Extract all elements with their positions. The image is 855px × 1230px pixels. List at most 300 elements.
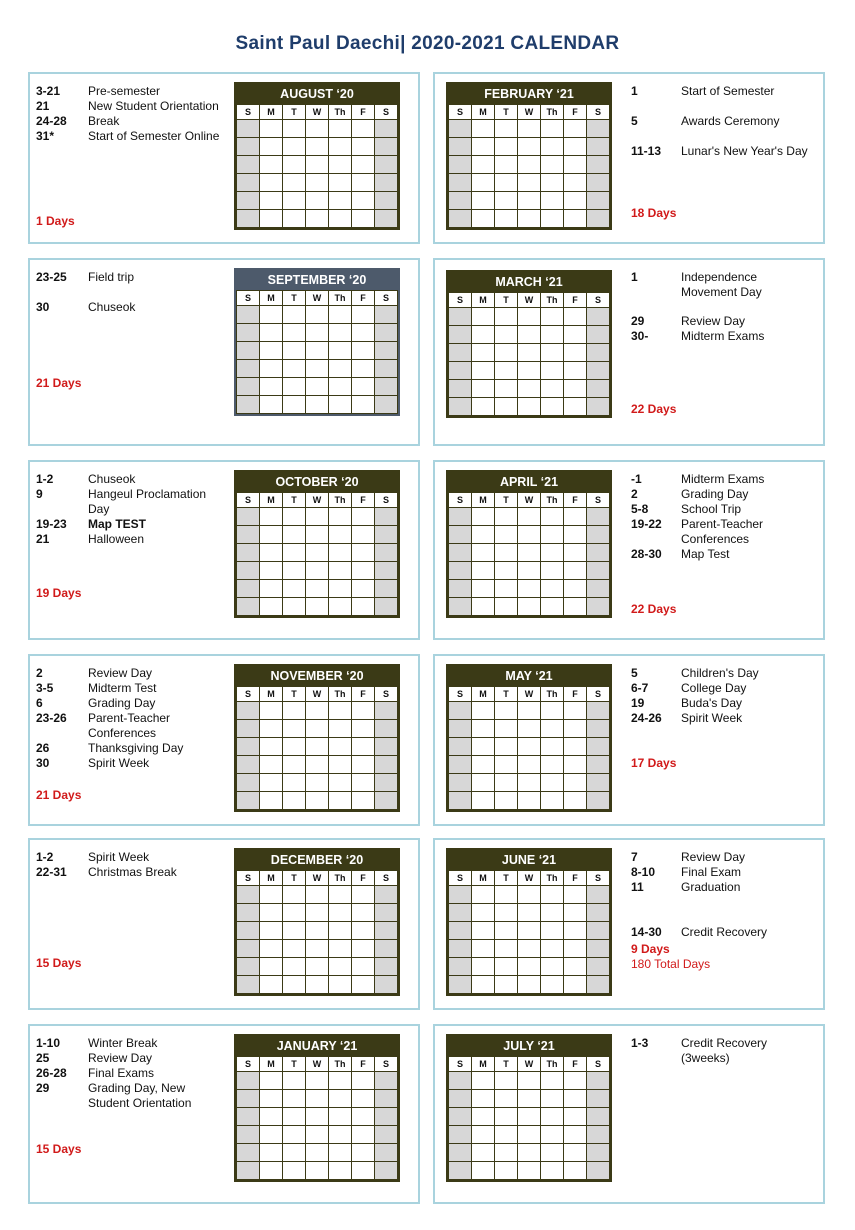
calendar-day — [237, 1126, 260, 1144]
event-item — [36, 1051, 226, 1066]
week-row — [237, 720, 398, 738]
event-title: Midterm Test — [88, 681, 157, 695]
event-title: Final Exams — [88, 1066, 155, 1080]
weekday-label: S — [449, 493, 472, 508]
calendar-day — [352, 1162, 375, 1180]
calendar-day — [352, 756, 375, 774]
calendar-day — [352, 306, 375, 324]
event-item — [36, 1081, 226, 1111]
month-name: MAY ‘21 — [448, 666, 610, 686]
calendar-day — [564, 904, 587, 922]
week-row — [449, 738, 610, 756]
week-row — [449, 120, 610, 138]
calendar-day — [329, 774, 352, 792]
calendar-day — [260, 120, 283, 138]
event-title: Winter Break — [88, 1036, 158, 1050]
calendar-day — [260, 904, 283, 922]
weekday-label: M — [260, 493, 283, 508]
weekday-header — [237, 687, 398, 702]
calendar-day — [306, 1090, 329, 1108]
calendar-day — [329, 922, 352, 940]
calendar-day — [375, 774, 398, 792]
week-row — [237, 702, 398, 720]
calendar-day — [283, 720, 306, 738]
week-row — [449, 976, 610, 994]
calendar-day — [352, 598, 375, 616]
calendar-day — [587, 598, 610, 616]
calendar-day — [329, 192, 352, 210]
calendar-day — [472, 508, 495, 526]
calendar-day — [237, 580, 260, 598]
week-row — [449, 156, 610, 174]
calendar-day — [587, 886, 610, 904]
calendar-day — [472, 940, 495, 958]
calendar-day — [587, 174, 610, 192]
week-row — [449, 598, 610, 616]
event-title: (3weeks) — [681, 1051, 730, 1065]
calendar-day — [260, 792, 283, 810]
calendar-day — [306, 702, 329, 720]
weekday-label: S — [449, 687, 472, 702]
event-list — [36, 1036, 226, 1111]
month-grid — [448, 686, 610, 810]
event-item — [631, 314, 811, 329]
calendar-day — [283, 580, 306, 598]
weekday-label: T — [283, 871, 306, 886]
week-row — [449, 380, 610, 398]
calendar-day — [495, 562, 518, 580]
calendar-day — [587, 702, 610, 720]
calendar-day — [375, 922, 398, 940]
calendar-day — [564, 702, 587, 720]
calendar-day — [352, 526, 375, 544]
calendar-day — [449, 562, 472, 580]
event-date: 5 — [631, 114, 638, 128]
calendar-day — [329, 886, 352, 904]
calendar-day — [472, 738, 495, 756]
calendar-day — [587, 1144, 610, 1162]
weekday-label: W — [306, 291, 329, 306]
calendar-day — [518, 362, 541, 380]
event-item — [36, 741, 226, 756]
event-date: 9 — [36, 487, 43, 501]
event-date: 23-25 — [36, 270, 67, 284]
week-row — [237, 792, 398, 810]
calendar-day — [449, 886, 472, 904]
weekday-label: F — [352, 105, 375, 120]
calendar-day — [449, 580, 472, 598]
calendar-day — [495, 138, 518, 156]
calendar-day — [352, 210, 375, 228]
weekday-header — [449, 687, 610, 702]
calendar-day — [260, 360, 283, 378]
calendar-day — [260, 378, 283, 396]
calendar-day — [375, 378, 398, 396]
month-calendar — [446, 848, 612, 996]
calendar-day — [495, 958, 518, 976]
month-name: FEBRUARY ‘21 — [448, 84, 610, 104]
calendar-day — [449, 904, 472, 922]
weekday-label: W — [518, 493, 541, 508]
calendar-day — [587, 344, 610, 362]
calendar-day — [472, 792, 495, 810]
calendar-day — [283, 738, 306, 756]
event-item — [631, 925, 811, 940]
weekday-label: Th — [329, 291, 352, 306]
calendar-day — [564, 362, 587, 380]
week-row — [449, 526, 610, 544]
week-row — [237, 324, 398, 342]
calendar-day — [306, 210, 329, 228]
calendar-day — [587, 526, 610, 544]
calendar-day — [237, 702, 260, 720]
calendar-day — [495, 1090, 518, 1108]
calendar-day — [449, 720, 472, 738]
calendar-day — [449, 922, 472, 940]
event-title: Field trip — [88, 270, 135, 284]
calendar-day — [564, 192, 587, 210]
calendar-day — [541, 580, 564, 598]
calendar-day — [237, 342, 260, 360]
calendar-day — [449, 210, 472, 228]
weekday-label: Th — [329, 493, 352, 508]
calendar-day — [518, 308, 541, 326]
weekday-label: S — [375, 493, 398, 508]
calendar-day — [375, 940, 398, 958]
event-list — [631, 84, 811, 159]
calendar-day — [375, 360, 398, 378]
event-title: Awards Ceremony — [681, 114, 780, 128]
calendar-day — [587, 210, 610, 228]
instructional-days: 17 Days — [631, 756, 677, 770]
calendar-day — [352, 360, 375, 378]
calendar-day — [518, 886, 541, 904]
instructional-days: 9 Days — [631, 942, 670, 956]
calendar-day — [495, 1144, 518, 1162]
calendar-day — [564, 1108, 587, 1126]
weekday-label: Th — [329, 687, 352, 702]
calendar-day — [329, 120, 352, 138]
week-row — [237, 1108, 398, 1126]
calendar-day — [472, 904, 495, 922]
event-date: 30- — [631, 329, 649, 343]
calendar-day — [541, 308, 564, 326]
calendar-day — [329, 1144, 352, 1162]
week-row — [449, 1108, 610, 1126]
calendar-day — [518, 210, 541, 228]
calendar-day — [306, 720, 329, 738]
event-item — [36, 711, 226, 741]
weekday-label: S — [587, 493, 610, 508]
calendar-day — [283, 342, 306, 360]
calendar-day — [564, 738, 587, 756]
month-calendar — [234, 1034, 400, 1182]
event-date: 14-30 — [631, 925, 662, 939]
weekday-label: Th — [541, 105, 564, 120]
calendar-day — [352, 1108, 375, 1126]
calendar-day — [518, 976, 541, 994]
event-list — [36, 666, 226, 771]
calendar-day — [541, 792, 564, 810]
calendar-day — [518, 1126, 541, 1144]
calendar-day — [518, 526, 541, 544]
calendar-day — [283, 120, 306, 138]
event-title: College Day — [681, 681, 747, 695]
calendar-day — [587, 958, 610, 976]
weekday-label: S — [237, 105, 260, 120]
calendar-day — [518, 958, 541, 976]
weekday-header — [237, 291, 398, 306]
event-title: Halloween — [88, 532, 145, 546]
event-date: 26 — [36, 741, 50, 755]
weekday-header — [449, 105, 610, 120]
calendar-day — [306, 192, 329, 210]
calendar-day — [587, 326, 610, 344]
event-item — [631, 270, 811, 300]
calendar-day — [587, 792, 610, 810]
calendar-day — [472, 380, 495, 398]
calendar-day — [375, 792, 398, 810]
event-item — [631, 696, 811, 711]
weekday-label: S — [375, 1057, 398, 1072]
calendar-day — [329, 544, 352, 562]
weekday-label: W — [306, 493, 329, 508]
month-calendar — [446, 82, 612, 230]
calendar-day — [472, 720, 495, 738]
calendar-day — [260, 1126, 283, 1144]
calendar-day — [449, 308, 472, 326]
week-row — [449, 138, 610, 156]
calendar-day — [260, 174, 283, 192]
calendar-day — [564, 380, 587, 398]
calendar-day — [495, 526, 518, 544]
event-item — [631, 850, 811, 865]
calendar-day — [329, 598, 352, 616]
calendar-day — [352, 342, 375, 360]
calendar-day — [375, 1126, 398, 1144]
calendar-day — [564, 562, 587, 580]
calendar-day — [587, 1126, 610, 1144]
calendar-day — [518, 138, 541, 156]
calendar-day — [375, 306, 398, 324]
month-calendar — [234, 268, 400, 416]
weekday-label: M — [472, 1057, 495, 1072]
calendar-day — [472, 138, 495, 156]
weekday-header — [237, 871, 398, 886]
weekday-label: S — [237, 687, 260, 702]
calendar-day — [541, 886, 564, 904]
calendar-day — [237, 598, 260, 616]
weekday-label: W — [518, 687, 541, 702]
event-item — [36, 114, 226, 129]
event-item — [36, 756, 226, 771]
calendar-day — [518, 702, 541, 720]
calendar-day — [518, 562, 541, 580]
event-item — [631, 502, 811, 517]
calendar-day — [518, 1072, 541, 1090]
calendar-day — [587, 720, 610, 738]
event-item — [36, 1066, 226, 1081]
calendar-day — [237, 360, 260, 378]
event-date: 26-28 — [36, 1066, 67, 1080]
event-date: 6-7 — [631, 681, 649, 695]
calendar-day — [283, 940, 306, 958]
weekday-label: W — [306, 687, 329, 702]
calendar-day — [564, 156, 587, 174]
week-row — [449, 1144, 610, 1162]
calendar-day — [306, 976, 329, 994]
event-title: Parent-Teacher Conferences — [681, 517, 764, 546]
calendar-day — [283, 396, 306, 414]
calendar-day — [260, 702, 283, 720]
calendar-day — [283, 1162, 306, 1180]
week-row — [449, 904, 610, 922]
week-row — [449, 508, 610, 526]
event-list — [36, 270, 226, 315]
page-title: Saint Paul Daechi| 2020-2021 CALENDAR — [235, 33, 620, 54]
week-row — [237, 738, 398, 756]
calendar-day — [541, 720, 564, 738]
calendar-day — [260, 976, 283, 994]
calendar-day — [541, 940, 564, 958]
weekday-label: T — [495, 687, 518, 702]
calendar-day — [352, 904, 375, 922]
month-grid — [236, 870, 398, 994]
weekday-header — [449, 871, 610, 886]
calendar-day — [283, 922, 306, 940]
calendar-day — [329, 904, 352, 922]
weekday-label: S — [587, 1057, 610, 1072]
calendar-day — [541, 1144, 564, 1162]
calendar-day — [329, 1162, 352, 1180]
week-row — [449, 580, 610, 598]
weekday-header — [237, 1057, 398, 1072]
event-date: 21 — [36, 532, 50, 546]
weekday-label: F — [352, 871, 375, 886]
calendar-day — [260, 756, 283, 774]
calendar-day — [306, 120, 329, 138]
calendar-day — [237, 526, 260, 544]
calendar-day — [352, 958, 375, 976]
week-row — [449, 562, 610, 580]
weekday-label: F — [352, 493, 375, 508]
calendar-day — [260, 562, 283, 580]
calendar-day — [495, 1162, 518, 1180]
week-row — [237, 1162, 398, 1180]
weekday-label: M — [260, 1057, 283, 1072]
calendar-day — [449, 544, 472, 562]
calendar-day — [352, 120, 375, 138]
month-calendar — [446, 664, 612, 812]
calendar-day — [329, 360, 352, 378]
calendar-day — [449, 156, 472, 174]
calendar-day — [329, 940, 352, 958]
calendar-day — [564, 792, 587, 810]
event-title: Spirit Week — [681, 711, 743, 725]
calendar-day — [518, 756, 541, 774]
event-item — [631, 144, 811, 159]
calendar-day — [449, 1126, 472, 1144]
week-row — [237, 940, 398, 958]
weekday-label: T — [283, 291, 306, 306]
calendar-day — [352, 1144, 375, 1162]
event-date: 1-2 — [36, 472, 54, 486]
calendar-day — [518, 380, 541, 398]
calendar-day — [518, 120, 541, 138]
week-row — [237, 580, 398, 598]
event-date: 11-13 — [631, 144, 662, 158]
month-grid — [448, 292, 610, 416]
calendar-day — [472, 192, 495, 210]
calendar-day — [472, 958, 495, 976]
calendar-day — [495, 1126, 518, 1144]
weekday-label: M — [472, 493, 495, 508]
week-row — [449, 210, 610, 228]
event-date: 24-28 — [36, 114, 67, 128]
week-row — [237, 210, 398, 228]
weekday-label: S — [375, 291, 398, 306]
calendar-day — [306, 396, 329, 414]
event-date: 22-31 — [36, 865, 67, 879]
event-date: 23-26 — [36, 711, 67, 725]
calendar-day — [306, 378, 329, 396]
calendar-day — [564, 508, 587, 526]
calendar-day — [352, 774, 375, 792]
calendar-day — [541, 380, 564, 398]
calendar-day — [329, 756, 352, 774]
event-item — [36, 487, 226, 517]
calendar-day — [449, 120, 472, 138]
calendar-day — [260, 720, 283, 738]
calendar-day — [541, 738, 564, 756]
calendar-day — [541, 904, 564, 922]
weekday-label: F — [564, 1057, 587, 1072]
event-date: 25 — [36, 1051, 50, 1065]
calendar-day — [375, 1072, 398, 1090]
calendar-day — [541, 138, 564, 156]
calendar-day — [449, 1072, 472, 1090]
week-row — [449, 1090, 610, 1108]
calendar-day — [283, 508, 306, 526]
calendar-day — [495, 702, 518, 720]
calendar-day — [329, 378, 352, 396]
calendar-day — [495, 308, 518, 326]
calendar-day — [352, 1072, 375, 1090]
calendar-day — [375, 396, 398, 414]
event-item — [631, 487, 811, 502]
instructional-days: 1 Days — [36, 214, 75, 228]
calendar-day — [237, 904, 260, 922]
calendar-day — [283, 598, 306, 616]
calendar-day — [306, 738, 329, 756]
calendar-day — [283, 1072, 306, 1090]
calendar-day — [260, 324, 283, 342]
week-row — [237, 1090, 398, 1108]
week-row — [237, 1072, 398, 1090]
week-row — [237, 598, 398, 616]
weekday-label: T — [495, 1057, 518, 1072]
calendar-day — [375, 192, 398, 210]
event-date: -1 — [631, 472, 642, 486]
calendar-day — [352, 1090, 375, 1108]
calendar-day — [587, 922, 610, 940]
calendar-day — [260, 306, 283, 324]
calendar-day — [587, 904, 610, 922]
event-title: Review Day — [681, 314, 746, 328]
calendar-day — [283, 792, 306, 810]
calendar-day — [495, 174, 518, 192]
calendar-day — [237, 792, 260, 810]
